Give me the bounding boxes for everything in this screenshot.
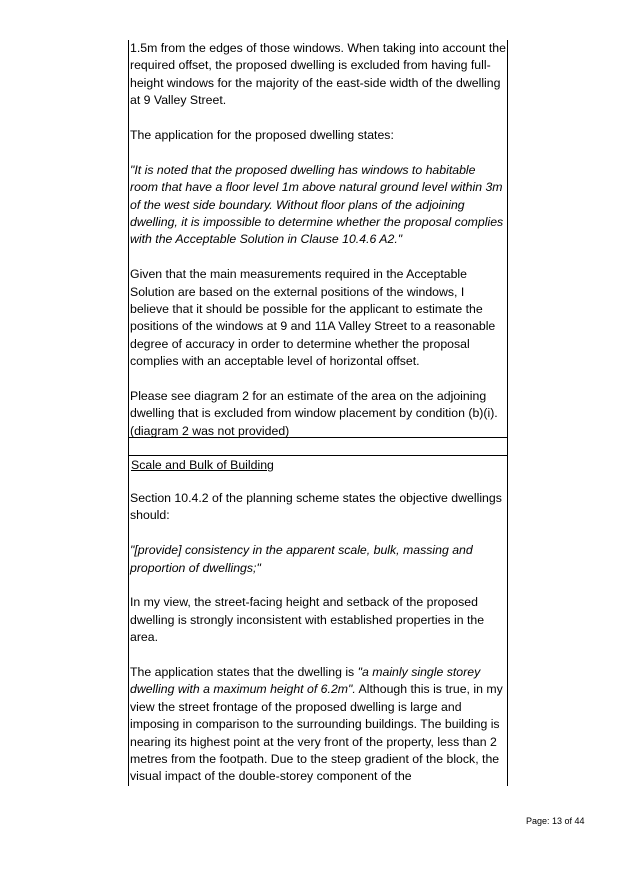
paragraph-objective: Section 10.4.2 of the planning scheme states the objective dwellings should: [130,491,502,523]
paragraph-view: In my view, the street-facing height and setback of the proposed dwelling is strongly inconsistent with established properties in the area. [130,595,485,645]
page-number: Page: 13 of 44 [526,816,585,826]
p3-quote: "a mainly single storey dwelling with a maximum height of 6.2m". [130,665,481,697]
paragraph-measurements: Given that the main measurements required in the Acceptable Solution are based on the external positions of the windows, I believe that it should be possible for the applicant to estimate the positions of the windows at 9 and 11A Valley Street to a reasonable degree of accuracy in order to determine whether the proposal complies with an acceptable level of horizontal offset. [130,267,496,369]
section-window-offset [130,40,506,458]
section-scale-bulk [130,490,506,803]
table-right-border [507,40,508,786]
table-left-border [128,40,129,786]
paragraph-diagram-note: Please see diagram 2 for an estimate of the area on the adjoining dwelling that is excluded from window placement by condition (b)(i). (diagram 2 was not provided) [130,389,498,438]
paragraph-offset: 1.5m from the edges of those windows. When taking into account the required offset, the proposed dwelling is excluded from having full-height windows for the majority of the east-side width of the dwelling at 9 Valley Street. [130,41,506,108]
paragraph-application-states: The application for the proposed dwelling states: [130,128,394,143]
quote-application: "It is noted that the proposed dwelling has windows to habitable room that have a floor level 1m above natural ground level within 3m of the west side boundary. Without floor plans of the adjoining dwelling, it is impossible to determine whether the proposal complies with the Acceptable Solution in Clause 10.4.6 A2." [130,162,504,247]
section-heading-scale-bulk: Scale and Bulk of Building [131,458,274,472]
paragraph-application-dwelling [130,664,506,786]
p3-rest: Although this is true, in my view the street frontage of the proposed dwelling is large and imposing in comparison to the surrounding buildings. The building is nearing its highest point at the very front of the property, less than 2 metres from the footpath. Due to the steep gradient of the block, the visual impact of the double-storey component of the [130,682,503,784]
quote-objective: "[provide] consistency in the apparent scale, bulk, massing and proportion of dwellings;" [130,543,473,575]
p3-lead: The application states that the dwelling is [130,665,358,680]
